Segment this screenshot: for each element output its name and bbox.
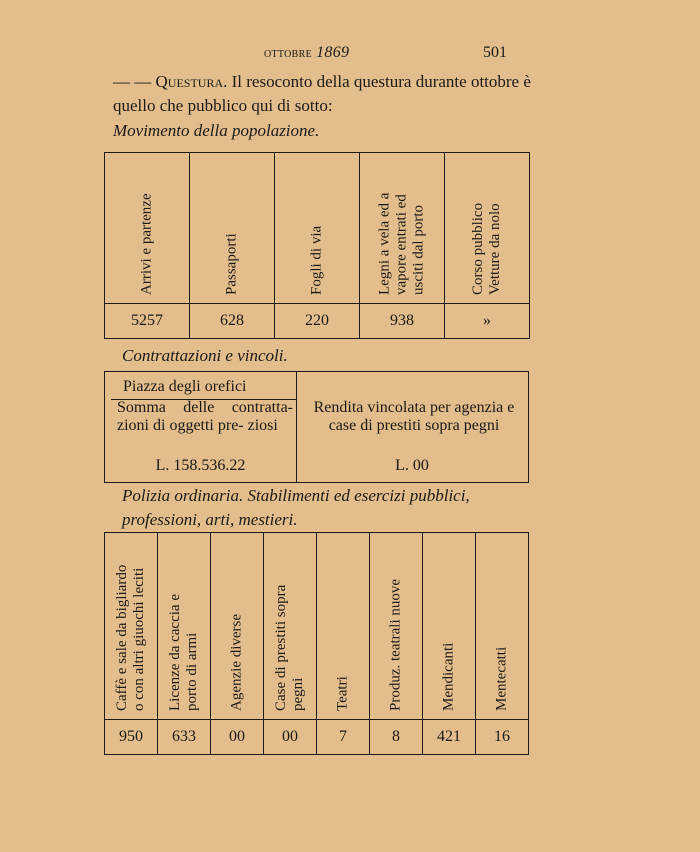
column-label (377, 193, 428, 295)
header-cell (190, 153, 275, 304)
value-cell: 7 (317, 720, 370, 755)
column-label-line: usciti dal porto (410, 205, 427, 295)
value-cell: 5257 (105, 304, 190, 339)
table-value-row (105, 720, 529, 755)
table-header-row (105, 153, 530, 304)
column-label (388, 579, 405, 711)
header-cell (264, 533, 317, 720)
header-cell (445, 153, 530, 304)
header-cell (423, 533, 476, 720)
column-label-line: Arrivi e partenze (138, 193, 155, 295)
column-label-line: Legni a vela ed a (376, 192, 393, 295)
dash: — — (113, 72, 156, 91)
column-label-line: Mendicanti (440, 642, 457, 711)
section-title-movimento: Movimento della popolazione. (113, 121, 320, 140)
column-label (224, 233, 241, 295)
paragraph-lead: Questura. (155, 72, 228, 91)
table-polizia (104, 532, 529, 755)
value-cell: 421 (423, 720, 476, 755)
header-cell (370, 533, 423, 720)
section-title-polizia: Polizia ordinaria. Stabilimenti ed esercizi pubblici, professioni, arti, mestieri. (122, 486, 470, 529)
column-label-line: Passaporti (223, 233, 240, 295)
value-cell: 8 (370, 720, 423, 755)
value-cell: » (445, 304, 530, 339)
table-contrattazioni (104, 371, 529, 483)
column-label (114, 565, 148, 711)
column-label-line: Produz. teatrali nuove (387, 578, 404, 711)
column-label-line: vapore entrati ed (393, 194, 410, 295)
column-label (229, 614, 246, 711)
column-label-line: Licenze da caccia e (167, 594, 183, 711)
running-header (264, 44, 349, 62)
column-label-line: Case di prestiti sopra (273, 584, 289, 711)
header-cell (105, 533, 158, 720)
table-header-row (105, 533, 529, 720)
column-label (494, 647, 511, 711)
header-cell (211, 533, 264, 720)
value-cell: 950 (105, 720, 158, 755)
page-number: 501 (483, 44, 507, 61)
column-label-line: Teatri (334, 676, 351, 711)
header-cell (275, 153, 360, 304)
column-label (139, 193, 156, 295)
rendita-label: Rendita vincolata per agenzia e case di prestiti sopra pegni (313, 399, 515, 434)
somma-value: L. 158.536.22 (155, 457, 246, 474)
column-label-line: Corso pubblico (470, 202, 486, 295)
table-movimento (104, 152, 530, 339)
header-cell (105, 153, 190, 304)
column-label-line: Mentecatti (493, 646, 510, 711)
column-label-line: o con altri giuochi leciti (131, 567, 147, 711)
value-cell: 220 (275, 304, 360, 339)
column-label (335, 676, 352, 711)
column-label-line: Vetture da nolo (487, 203, 503, 295)
value-cell: 16 (476, 720, 529, 755)
intro-paragraph (113, 70, 533, 118)
column-label (273, 585, 307, 711)
column-label-line: pegni (290, 677, 306, 711)
value-cell: 938 (360, 304, 445, 339)
column-label (441, 643, 458, 711)
somma-label: Somma delle contratta- zioni di oggetti pre- ziosi (117, 399, 293, 434)
column-label (309, 226, 326, 295)
paragraph-text: Il resoconto della questura durante ottobre è quello che pubblico qui di sotto: (113, 72, 531, 115)
header-cell (317, 533, 370, 720)
value-cell: 633 (158, 720, 211, 755)
column-label-line: Agenzie diverse (228, 613, 245, 711)
value-cell: 00 (264, 720, 317, 755)
column-label (167, 594, 201, 711)
column-label-line: porto di armi (184, 632, 200, 711)
header-cell (360, 153, 445, 304)
piazza-header: Piazza degli orefici (123, 378, 247, 395)
value-cell: 00 (211, 720, 264, 755)
column-label-line: Fogli di via (308, 225, 325, 295)
table-value-row (105, 304, 530, 339)
rendita-value: L. 00 (395, 457, 429, 474)
header-year: 1869 (316, 44, 350, 61)
header-cell (476, 533, 529, 720)
section-title-contrattazioni: Contrattazioni e vincoli. (122, 346, 288, 365)
header-cell (158, 533, 211, 720)
header-month: ottobre (264, 46, 313, 61)
column-label-line: Caffè e sale da bigliardo (114, 564, 130, 711)
column-label (470, 203, 504, 295)
value-cell: 628 (190, 304, 275, 339)
